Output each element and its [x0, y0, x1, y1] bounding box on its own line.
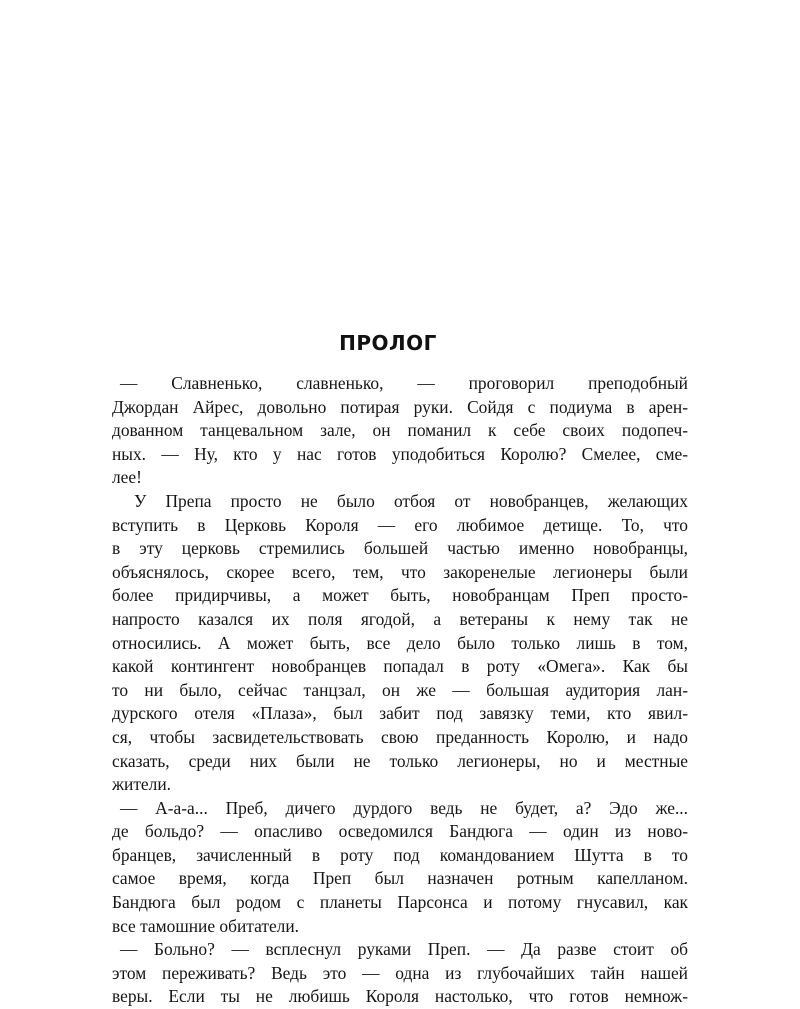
text-line: Джордан Айрес, довольно потирая руки. Сойдя с подиума в арен-: [112, 396, 688, 417]
text-line: напросто казался их поля ягодой, а ветераны к нему так не: [112, 608, 688, 629]
text-line: этом переживать? Ведь это — одна из глубочайших тайн нашей: [112, 962, 688, 983]
text-line: бранцев, зачисленный в роту под командованием Шутта в то: [112, 844, 688, 865]
text-line: все тамошние обитатели.: [112, 915, 299, 936]
text-line: жители.: [112, 774, 171, 795]
body-text: [112, 372, 688, 1009]
text-line: — Славненько, славненько, — проговорил преподобный: [120, 373, 688, 393]
text-line: относились. А может быть, все дело было только лишь в том,: [112, 632, 688, 653]
text-line: де больдо? — опасливо осведомился Бандюга — один из ново-: [112, 821, 688, 842]
text-line: объяснялось, скорее всего, тем, что закоренелые легионеры были: [112, 561, 688, 582]
text-line: ных. — Ну, кто у нас готов уподобиться Королю? Смелее, сме-: [112, 443, 688, 464]
text-line: ся, чтобы засвидетельствовать свою преданность Королю, и надо: [112, 726, 688, 747]
text-line: Бандюга был родом с планеты Парсонса и потому гнусавил, как: [112, 892, 688, 913]
text-line: дурского отеля «Плаза», был забит под завязку теми, кто явил-: [112, 703, 688, 724]
chapter-title: ПРОЛОГ: [339, 331, 437, 355]
text-line: веры. Если ты не любишь Короля настолько, что готов немнож-: [112, 986, 688, 1007]
text-line: более придирчивы, а может быть, новобранцам Преп просто-: [112, 585, 688, 606]
text-line: сказать, среди них были не только легионеры, но и местные: [112, 750, 688, 771]
text-line: — Больно? — всплеснул руками Преп. — Да разве стоит об: [120, 939, 688, 960]
text-line: в эту церковь стремились большей частью именно новобранцы,: [112, 538, 688, 559]
text-line: то ни было, сейчас танцзал, он же — большая аудитория лан-: [112, 679, 688, 700]
text-line: дованном танцевальном зале, он поманил к себе своих подопеч-: [112, 420, 688, 441]
text-line: самое время, когда Преп был назначен ротным капелланом.: [112, 868, 688, 889]
text-line: вступить в Церковь Короля — его любимое детище. То, что: [112, 514, 688, 535]
text-line: У Препа просто не было отбоя от новобранцев, желающих: [134, 490, 688, 511]
text-line: какой контингент новобранцев попадал в роту «Омега». Как бы: [112, 656, 688, 677]
text-line: лее!: [112, 467, 142, 488]
text-line: — А-а-а... Преб, дичего дурдого ведь не будет, а? Эдо же...: [120, 797, 688, 818]
